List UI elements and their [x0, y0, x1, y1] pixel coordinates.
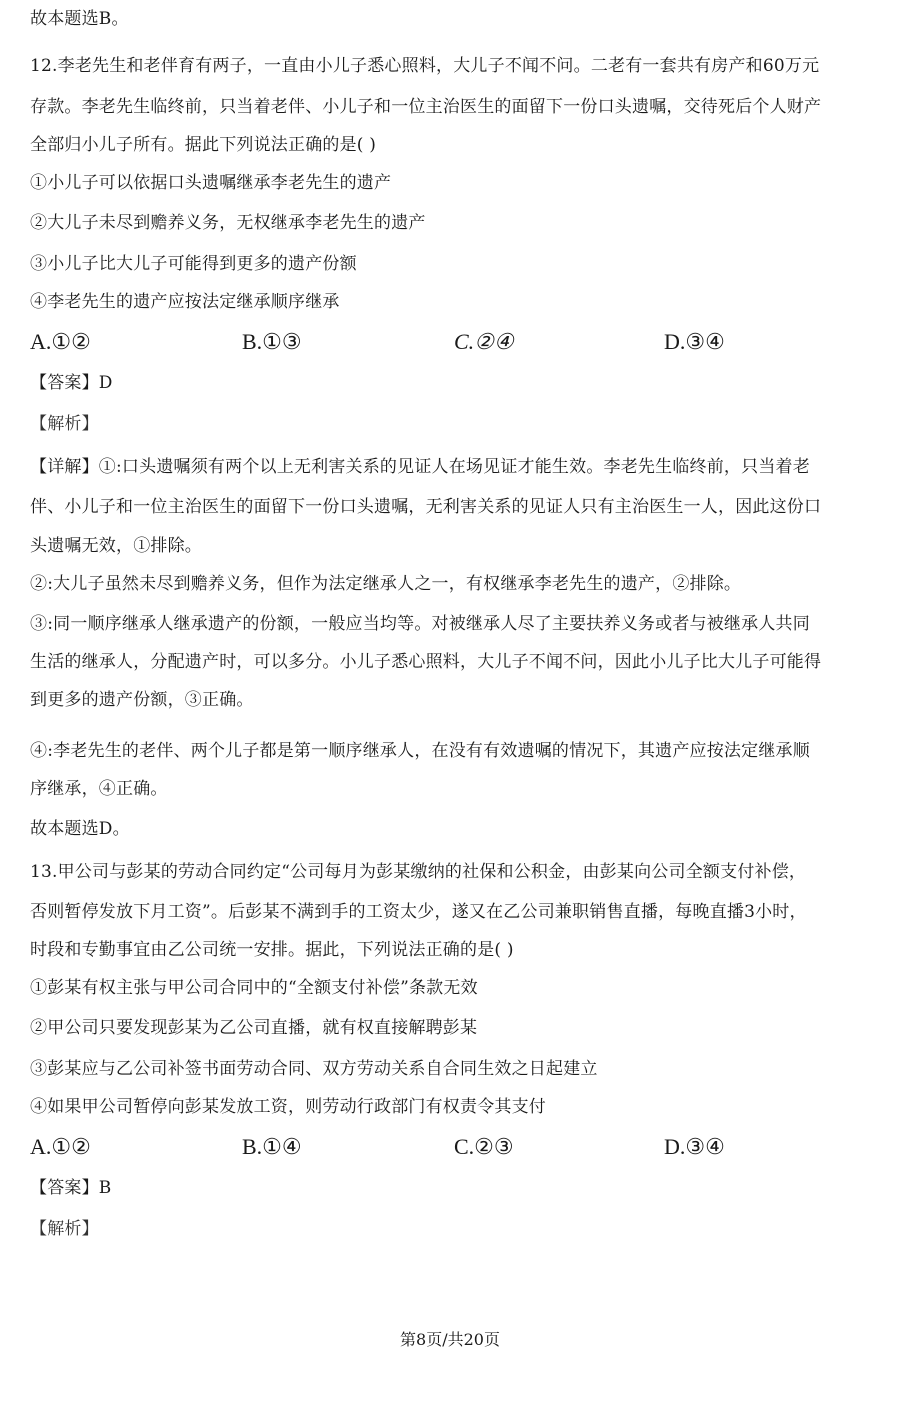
q13-stem-line-3: 时段和专勤事宜由乙公司统一安排。据此，下列说法正确的是( ): [30, 940, 514, 960]
q12-statement-2: ②大儿子未尽到赡养义务，无权继承李老先生的遗产: [30, 213, 426, 233]
q13-option-d: D.③④: [664, 1134, 725, 1159]
q12-statement-3: ③小儿子比大儿子可能得到更多的遗产份额: [30, 254, 357, 274]
q12-stem-line-1: 12.李老先生和老伴育有两子，一直由小儿子悉心照料，大儿子不闻不问。二老有一套共有房产和60万元: [30, 56, 820, 76]
q12-options: [30, 326, 875, 358]
q12-statement-1: ①小儿子可以依据口头遗嘱继承李老先生的遗产: [30, 173, 392, 193]
q13-stem-line-1: 13.甲公司与彭某的劳动合同约定“公司每月为彭某缴纳的社保和公积金，由彭某向公司全额支付补偿，: [30, 862, 807, 882]
q12-detail-line-2: 伴、小儿子和一位主治医生的面留下一份口头遗嘱，无利害关系的见证人只有主治医生一人，因此这份口: [30, 497, 822, 517]
q13-option-a: A.①②: [30, 1134, 91, 1159]
q13-analysis-label: 【解析】: [30, 1219, 99, 1239]
q13-statement-2: ②甲公司只要发现彭某为乙公司直播，就有权直接解聘彭某: [30, 1018, 478, 1038]
q13-options: [30, 1131, 875, 1163]
q12-option-d: D.③④: [664, 329, 725, 354]
q12-detail-line-9: 序继承，④正确。: [30, 779, 168, 799]
q13-answer: 【答案】B: [30, 1178, 112, 1198]
q13-stem-line-2: 否则暂停发放下月工资”。后彭某不满到手的工资太少，遂又在乙公司兼职销售直播，每晚直播3小时，: [30, 902, 807, 922]
q12-detail-line-8: ④:李老先生的老伴、两个儿子都是第一顺序继承人，在没有有效遗嘱的情况下，其遗产应按法定继承顺: [30, 741, 810, 761]
q12-option-b: B.①③: [242, 329, 302, 354]
q12-statement-4: ④李老先生的遗产应按法定继承顺序继承: [30, 292, 340, 312]
q12-analysis-label: 【解析】: [30, 414, 99, 434]
page-number: 第8页/共20页: [400, 1330, 500, 1349]
q12-detail-line-5: ③:同一顺序继承人继承遗产的份额，一般应当均等。对被继承人尽了主要扶养义务或者与被继承人共同: [30, 614, 810, 634]
q12-detail-line-4: ②:大儿子虽然未尽到赡养义务，但作为法定继承人之一，有权继承李老先生的遗产，②排除。: [30, 574, 742, 594]
previous-conclusion: 故本题选B。: [30, 9, 129, 29]
q12-option-a: A.①②: [30, 329, 91, 354]
q12-detail-line-7: 到更多的遗产份额，③正确。: [30, 690, 254, 710]
q12-answer: 【答案】D: [30, 373, 113, 393]
q13-option-c: C.②③: [454, 1134, 514, 1159]
q12-detail-line-3: 头遗嘱无效，①排除。: [30, 536, 202, 556]
q12-stem-line-3: 全部归小儿子所有。据此下列说法正确的是( ): [30, 135, 377, 155]
q12-stem-line-2: 存款。李老先生临终前，只当着老伴、小儿子和一位主治医生的面留下一份口头遗嘱，交待死后个人财产: [30, 97, 822, 117]
q13-statement-4: ④如果甲公司暂停向彭某发放工资，则劳动行政部门有权责令其支付: [30, 1097, 546, 1117]
q13-statement-1: ①彭某有权主张与甲公司合同中的“全额支付补偿”条款无效: [30, 978, 478, 998]
q12-conclusion: 故本题选D。: [30, 819, 130, 839]
q13-option-b: B.①④: [242, 1134, 302, 1159]
q13-statement-3: ③彭某应与乙公司补签书面劳动合同、双方劳动关系自合同生效之日起建立: [30, 1059, 598, 1079]
q12-detail-line-6: 生活的继承人，分配遗产时，可以多分。小儿子悉心照料，大儿子不闻不问，因此小儿子比大儿子可能得: [30, 652, 822, 672]
q12-detail-line-1: 【详解】①:口头遗嘱须有两个以上无利害关系的见证人在场见证才能生效。李老先生临终前，只当着老: [30, 457, 810, 477]
q12-option-c: C.②④: [454, 329, 514, 354]
